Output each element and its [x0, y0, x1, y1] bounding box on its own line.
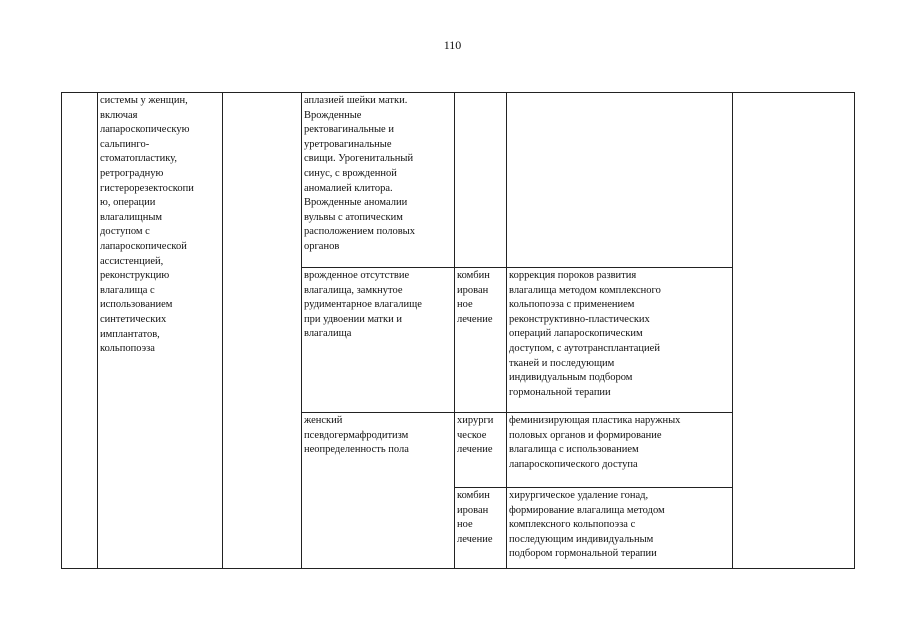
procedure-group-text: системы у женщин, включая лапароскопическую сальпинго- стоматопластику, ретроградную гистерорезектоскопи ю, операции влагалищным доступом с лапароскопической ассистенцией, реконструкцию влагалища с использованием синтетических имплантатов, кольпопоэза — [100, 95, 194, 355]
diagnosis-text: врожденное отсутствие влагалища, замкнутое рудиментарное влагалище при удвоении матки и влагалища — [304, 270, 422, 340]
method-text: хирургическое удаление гонад, формирование влагалища методом комплексного кольпопоэза с последующим индивидуальным подбором гормональной терапии — [509, 490, 665, 560]
method-text: феминизирующая пластика наружных половых органов и формирование влагалища с использованием лапароскопического доступа — [509, 415, 681, 470]
table-row — [62, 93, 855, 268]
diagnosis-text: женский псевдогермафродитизм неопределенность пола — [304, 415, 409, 456]
method-cell — [507, 488, 733, 569]
treatment-type-cell — [455, 93, 507, 268]
diagnosis-cell — [302, 93, 455, 268]
diagnosis-cell — [302, 413, 455, 569]
empty-number-cell — [62, 93, 98, 569]
method-cell — [507, 413, 733, 488]
procedure-group-cell — [98, 93, 223, 569]
diagnosis-text: аплазией шейки матки. Врожденные ректовагинальные и уретровагинальные свищи. Урогенитальный синус, с врожденной аномалией клитора. Врожденные аномалии вульвы с атопическим расположением половых органов — [304, 95, 415, 252]
diagnosis-cell — [302, 268, 455, 413]
empty-code-cell — [223, 93, 302, 569]
treatment-type-cell — [455, 488, 507, 569]
method-cell — [507, 93, 733, 268]
method-cell — [507, 268, 733, 413]
method-text: коррекция пороков развития влагалища методом комплексного кольпопоэза с применением реконструктивно-пластических операций лапароскопическим доступом, с аутотрансплантацией тканей и последующим индивидуальным подбором гормональной терапии — [509, 270, 661, 398]
medical-procedures-table — [61, 92, 855, 569]
treatment-type-text: комбин ирован ное лечение — [457, 270, 493, 325]
treatment-type-cell — [455, 413, 507, 488]
treatment-type-cell — [455, 268, 507, 413]
page-number: 110 — [443, 38, 462, 52]
treatment-type-text: хирурги ческое лечение — [457, 415, 494, 456]
treatment-type-text: комбин ирован ное лечение — [457, 490, 493, 545]
empty-tariff-cell — [733, 93, 855, 569]
